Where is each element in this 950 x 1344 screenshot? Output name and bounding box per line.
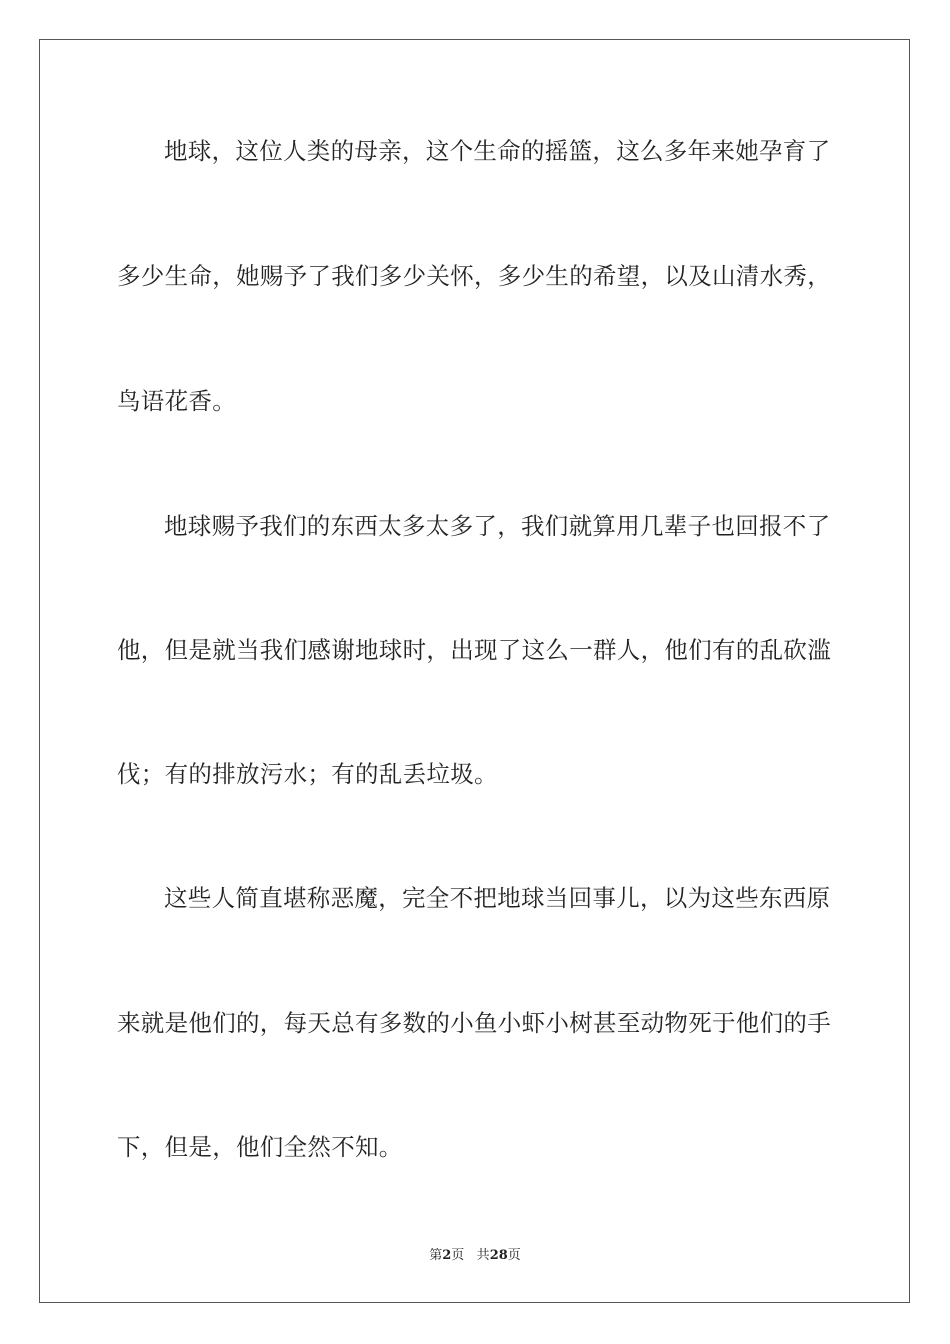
paragraph-1-line-1: 地球，这位人类的母亲，这个生命的摇篮，这么多年来她孕育了 bbox=[164, 137, 831, 165]
page-suffix: 页 bbox=[451, 1248, 465, 1263]
paragraph-2-line-3: 伐；有的排放污水；有的乱丢垃圾。 bbox=[117, 760, 498, 788]
paragraph-2-line-2: 他，但是就当我们感谢地球时，出现了这么一群人，他们有的乱砍滥 bbox=[117, 636, 831, 664]
page-prefix: 第 bbox=[429, 1248, 443, 1263]
page-number: 2 bbox=[442, 1248, 452, 1263]
paragraph-3-line-1: 这些人简直堪称恶魔，完全不把地球当回事儿，以为这些东西原 bbox=[164, 884, 831, 912]
paragraph-3-line-3: 下，但是，他们全然不知。 bbox=[117, 1133, 403, 1161]
paragraph-3-line-2: 来就是他们的，每天总有多数的小鱼小虾小树甚至动物死于他们的手 bbox=[117, 1009, 831, 1037]
paragraph-2-line-1: 地球赐予我们的东西太多太多了，我们就算用几辈子也回报不了 bbox=[164, 512, 831, 540]
total-pages: 28 bbox=[489, 1248, 508, 1263]
paragraph-1-line-2: 多少生命，她赐予了我们多少关怀，多少生的希望，以及山清水秀， bbox=[117, 262, 831, 290]
total-suffix: 页 bbox=[507, 1248, 521, 1263]
page-footer bbox=[0, 1247, 950, 1265]
page-border bbox=[39, 39, 910, 1303]
total-prefix: 共 bbox=[476, 1248, 490, 1263]
paragraph-1-line-3: 鸟语花香。 bbox=[117, 387, 236, 415]
